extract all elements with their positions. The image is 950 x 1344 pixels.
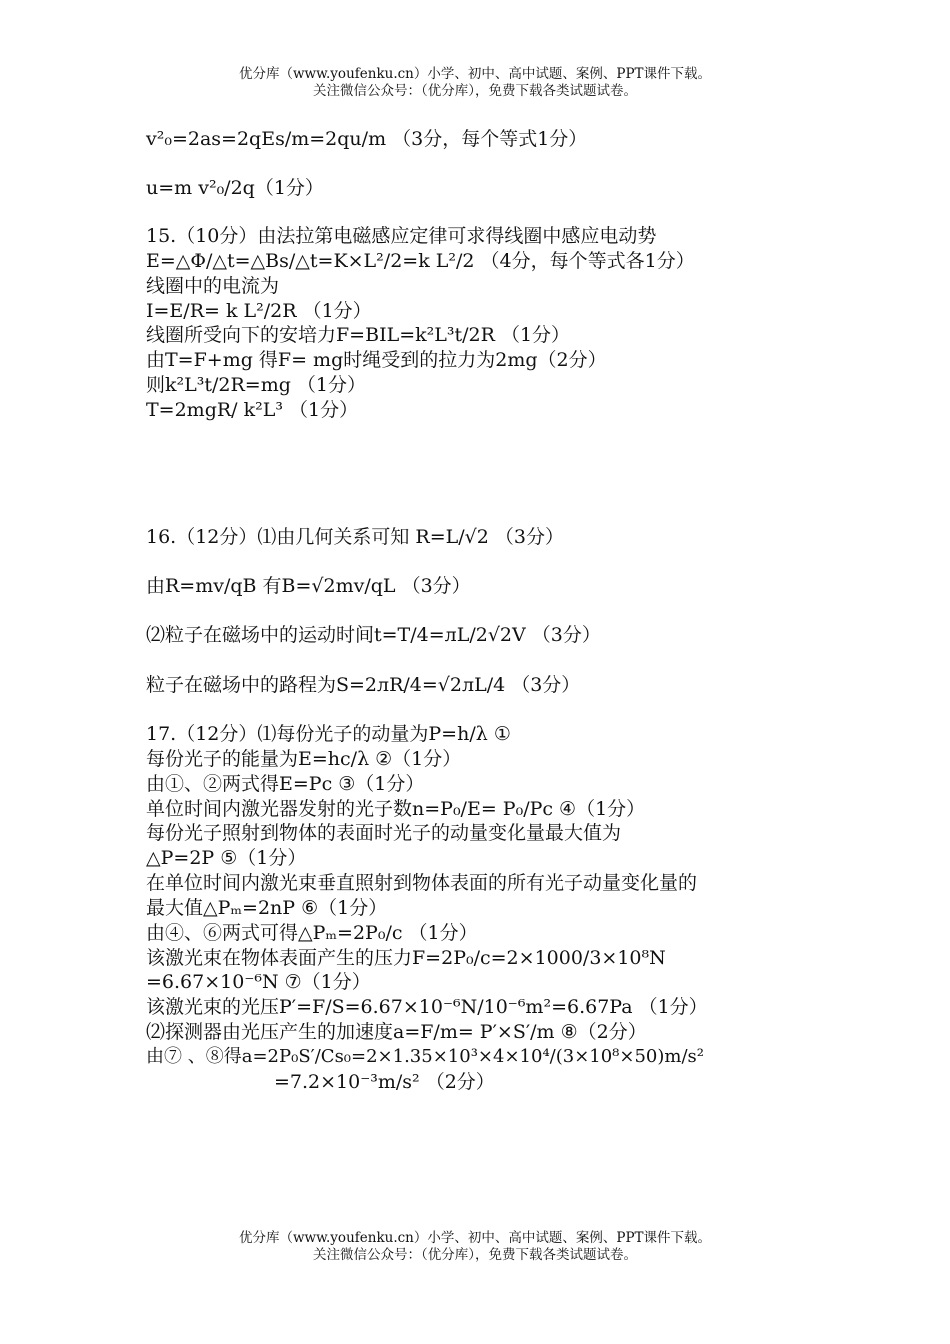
q15-line-current-label: 线圈中的电流为 — [146, 275, 280, 297]
footer-line-1: 优分库（www.youfenku.cn）小学、初中、高中试题、案例、PPT课件下载。 — [238, 1230, 712, 1246]
q15-line-ampere-force: 线圈所受向下的安培力F=BIL=k²L³t/2R （1分） — [146, 324, 571, 346]
header-line-2: 关注微信公众号：（优分库），免费下载各类试题试卷。 — [313, 83, 637, 99]
answer-line-1: v²₀=2as=2qEs/m=2qu/m （3分，每个等式1分） — [146, 128, 588, 150]
q16-line-path: 粒子在磁场中的路程为S=2лR/4=√2лL/4 （3分） — [146, 674, 581, 696]
q17-line-epc: 由①、②两式得E=Pc ③（1分） — [146, 773, 425, 795]
header-line-1: 优分库（www.youfenku.cn）小学、初中、高中试题、案例、PPT课件下载。 — [238, 66, 712, 82]
page-header — [0, 66, 950, 100]
q17-line-acc-calc: 由⑦ 、⑧得a=2P₀S′/Cs₀=2×1.35×10³×4×10⁴/(3×10⁸×50)m/s² — [146, 1046, 704, 1067]
q15-heading: 15.（10分）由法拉第电磁感应定律可求得线圈中感应电动势 — [146, 225, 657, 247]
q17-line-total-label: 在单位时间内激光束垂直照射到物体表面的所有光子动量变化量的 — [146, 872, 698, 894]
q15-line-result: T=2mgR/ k²L³ （1分） — [146, 399, 359, 421]
q17-line-energy: 每份光子的能量为E=hc/λ ②（1分） — [146, 748, 462, 770]
q17-line-photon-count: 单位时间内激光器发射的光子数n=P₀/E= P₀/Pc ④（1分） — [146, 798, 646, 820]
q17-line-total-max: 最大值△Pₘ=2nP ⑥（1分） — [146, 897, 388, 919]
q17-line-momentum-label: 每份光子照射到物体的表面时光子的动量变化量最大值为 — [146, 822, 622, 844]
q15-line-tension: 由T=F+mg 得F= mg时绳受到的拉力为2mg（2分） — [146, 349, 607, 371]
answer-line-2: u=m v²₀/2q（1分） — [146, 177, 324, 199]
footer-line-2: 关注微信公众号：（优分库），免费下载各类试题试卷。 — [313, 1247, 637, 1263]
page-footer — [0, 1230, 950, 1264]
q16-line-field: 由R=mv/qB 有B=√2mv/qL （3分） — [146, 575, 471, 597]
q16-heading: 16.（12分）⑴由几何关系可知 R=L/√2 （3分） — [146, 526, 565, 548]
q17-heading: 17.（12分）⑴每份光子的动量为P=h/λ ① — [146, 723, 511, 745]
q15-line-equation: 则k²L³t/2R=mg （1分） — [146, 374, 367, 396]
q15-line-emf: E=△Φ/△t=△Bs/△t=K×L²/2=k L²/2 （4分，每个等式各1分） — [146, 250, 695, 272]
q16-line-time: ⑵粒子在磁场中的运动时间t=T/4=лL/2√2V （3分） — [146, 624, 601, 646]
q17-line-combine: 由④、⑥两式可得△Pₘ=2P₀/c （1分） — [146, 922, 478, 944]
q17-line-force-value: =6.67×10⁻⁶N ⑦（1分） — [146, 971, 371, 993]
q17-line-acceleration: ⑵探测器由光压产生的加速度a=F/m= P′×S′/m ⑧（2分） — [146, 1021, 647, 1043]
q17-line-force: 该激光束在物体表面产生的压力F=2P₀/c=2×1000/3×10⁸N — [146, 947, 666, 969]
q17-line-pressure: 该激光束的光压P′=F/S=6.67×10⁻⁶N/10⁻⁶m²=6.67Pa （1分） — [146, 996, 708, 1018]
q17-line-acc-result: =7.2×10⁻³m/s² （2分） — [274, 1071, 495, 1093]
q15-line-current: I=E/R= k L²/2R （1分） — [146, 300, 372, 322]
q17-line-delta-p: △P=2P ⑤（1分） — [146, 847, 307, 869]
